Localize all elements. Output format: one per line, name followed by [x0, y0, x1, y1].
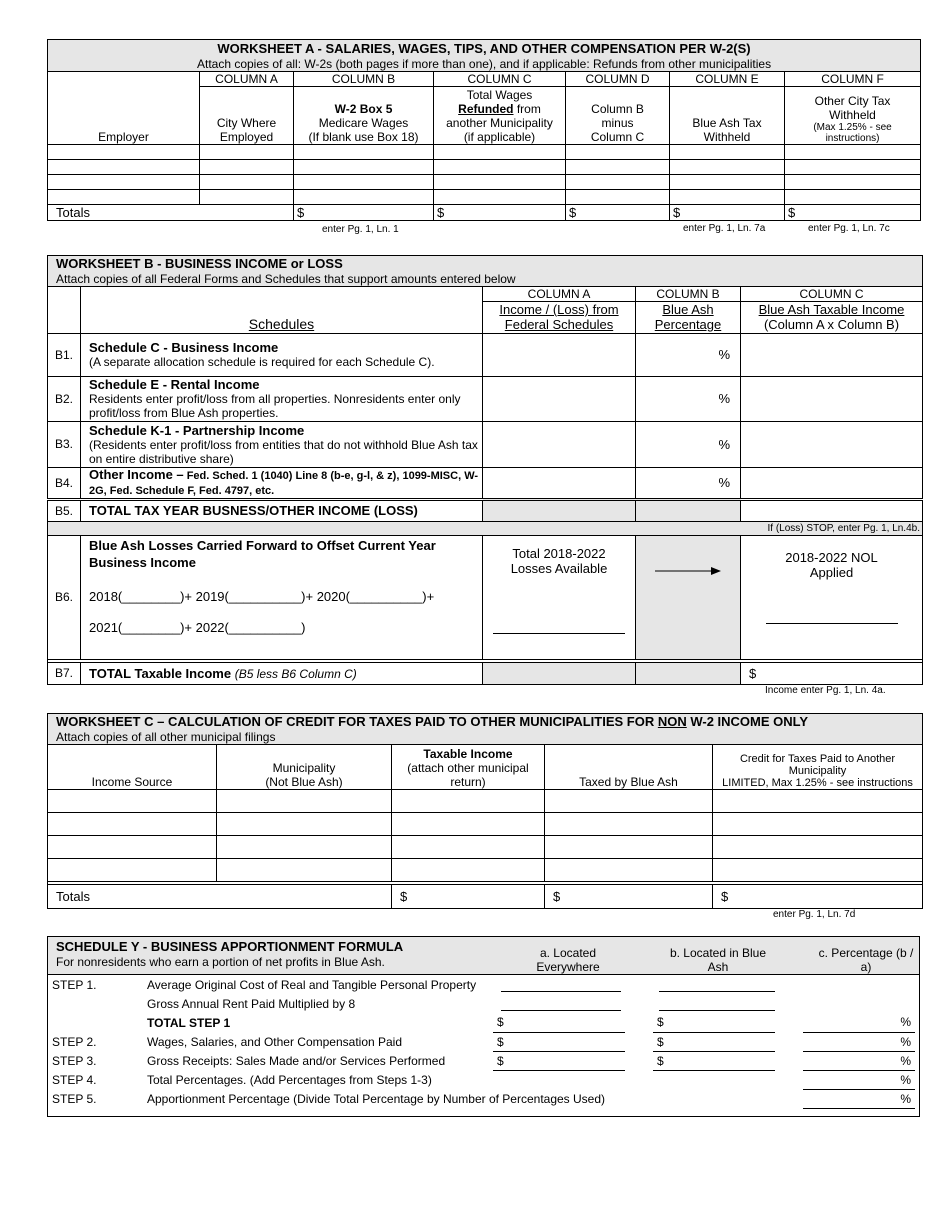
- step-3-text: Gross Receipts: Sales Made and/or Services Performed: [147, 1053, 446, 1068]
- step-5-pct-field[interactable]: %: [803, 1089, 915, 1108]
- column-b-letter: COLUMN B: [636, 286, 741, 301]
- taxable-field[interactable]: [741, 333, 923, 376]
- b5-row: [48, 499, 923, 521]
- note-enter-ln4a: Income enter Pg. 1, Ln. 4a.: [765, 685, 886, 696]
- step-3-label: STEP 3.: [52, 1053, 97, 1068]
- table-row[interactable]: [48, 189, 921, 204]
- table-row: [48, 467, 923, 499]
- table-row: [48, 333, 923, 376]
- income-loss-header: [483, 301, 636, 333]
- b7-grey-b: [636, 662, 741, 684]
- taxable-field[interactable]: [741, 376, 923, 421]
- taxable-income-label: Blue Ash Taxable Income: [758, 302, 905, 317]
- row-title: Schedule C - Business Income: [89, 340, 279, 355]
- percentage-field[interactable]: %: [636, 333, 741, 376]
- step-2-pct-field[interactable]: %: [803, 1032, 915, 1051]
- row-number: B1.: [48, 333, 81, 376]
- income-source-header: Income Source: [48, 744, 217, 789]
- total-step-1-a-field[interactable]: $: [493, 1013, 625, 1032]
- percentage-label: Percentage: [654, 317, 722, 332]
- row-number: B7.: [48, 662, 81, 684]
- income-field[interactable]: [483, 421, 636, 467]
- not-blue-ash-label: (Not Blue Ash): [265, 774, 343, 789]
- blue-ash-label: Blue Ash: [662, 302, 714, 317]
- b7-italic: (B5 less B6 Column C): [234, 666, 357, 681]
- blue-ash-withheld-label: Blue Ash Tax Withheld: [692, 115, 762, 144]
- step-3-b-field[interactable]: $: [653, 1051, 775, 1070]
- income-field[interactable]: [483, 467, 636, 499]
- b7-label: TOTAL Taxable Income: [89, 665, 232, 681]
- schedules-header: [81, 286, 483, 333]
- column-c-letter: COLUMN C: [434, 71, 566, 86]
- box18-label: (If blank use Box 18): [308, 129, 419, 144]
- schedules-label: Schedules: [248, 315, 315, 332]
- step-4-text: Total Percentages. (Add Percentages from Steps 1-3): [147, 1072, 432, 1087]
- worksheet-c-title: [48, 714, 923, 730]
- table-row: [48, 376, 923, 421]
- row-title: Schedule E - Rental Income: [89, 377, 260, 392]
- row-description: (A separate allocation schedule is required for each Schedule C).: [89, 355, 435, 369]
- title-post: W-2 INCOME ONLY: [686, 714, 809, 730]
- totals-row: [48, 204, 921, 220]
- worksheet-b-table: [47, 255, 923, 685]
- row-description: (Residents enter profit/loss from entities that do not withhold Blue Ash tax on entire distributive share): [89, 437, 478, 466]
- b7-grey-a: [483, 662, 636, 684]
- row-number: B6.: [48, 535, 81, 659]
- located-blue-ash-header: b. Located in Blue Ash: [669, 946, 767, 974]
- step-2-label: STEP 2.: [52, 1034, 97, 1049]
- total-taxable-field[interactable]: $: [392, 884, 545, 908]
- table-row[interactable]: [48, 144, 921, 159]
- step-4-label: STEP 4.: [52, 1072, 97, 1087]
- column-a-letter: COLUMN A: [200, 71, 294, 86]
- b-minus-c-label: Column B minus Column C: [590, 101, 645, 144]
- note-enter-ln7c: enter Pg. 1, Ln. 7c: [808, 223, 890, 234]
- step-1-line-2: Gross Annual Rent Paid Multiplied by 8: [147, 996, 356, 1011]
- step-5-label: STEP 5.: [52, 1091, 97, 1106]
- schedule-e-cell: [81, 376, 483, 421]
- note-enter-ln1: enter Pg. 1, Ln. 1: [322, 224, 399, 235]
- w2-box5-label: W-2 Box 5: [334, 101, 393, 116]
- arrow-right-icon: [653, 565, 723, 577]
- step-1-a-field[interactable]: [493, 975, 625, 994]
- total-wages-label: Total Wages: [466, 87, 533, 102]
- other-city-max-label: (Max 1.25% - see instructions): [813, 121, 892, 144]
- schedule-y-subtitle: For nonresidents who earn a portion of net profits in Blue Ash.: [56, 955, 385, 969]
- row-description: Residents enter profit/loss from all properties. Nonresidents enter only profit/loss from Blue Ash properties.: [89, 392, 461, 420]
- column-e-letter: COLUMN E: [670, 71, 785, 86]
- step-1-line-1: Average Original Cost of Real and Tangible Personal Property: [147, 977, 477, 992]
- step-2-b-field[interactable]: $: [653, 1032, 775, 1051]
- column-c-letter: COLUMN C: [741, 286, 923, 301]
- if-applicable-label: (if applicable): [463, 129, 536, 144]
- located-everywhere-header: a. Located Everywhere: [536, 946, 600, 974]
- table-row: [48, 421, 923, 467]
- a-times-b-label: (Column A x Column B): [763, 317, 900, 332]
- b6-years-line2[interactable]: 2021(________)+ 2022(__________): [89, 619, 306, 635]
- total-d-field[interactable]: $: [566, 204, 670, 220]
- nol-applied-field[interactable]: [766, 622, 898, 624]
- percentage-field[interactable]: %: [636, 467, 741, 499]
- income-field[interactable]: [483, 376, 636, 421]
- total-c-field[interactable]: $: [434, 204, 566, 220]
- b6-arrow-cell: [636, 535, 741, 659]
- other-city-header: [785, 86, 921, 144]
- b6-years-line1[interactable]: 2018(________)+ 2019(__________)+ 2020(__________)+: [89, 588, 435, 604]
- medicare-label: Medicare Wages: [318, 115, 409, 130]
- income-field[interactable]: [483, 333, 636, 376]
- b5-total-field[interactable]: [741, 499, 923, 521]
- table-row[interactable]: [48, 159, 921, 174]
- schedule-y: [47, 936, 920, 1117]
- municipality-header: [217, 744, 392, 789]
- b6-losses-available: [483, 535, 636, 659]
- worksheet-b-subtitle: Attach copies of all Federal Forms and Schedules that support amounts entered below: [48, 272, 923, 287]
- step-3-pct-field[interactable]: %: [803, 1051, 915, 1070]
- worksheet-a-subtitle: Attach copies of all: W-2s (both pages if more than one), and if applicable: Refunds from other municipalities: [48, 57, 921, 72]
- federal-schedules-label: Federal Schedules: [504, 317, 614, 332]
- b7-cell: [81, 662, 483, 684]
- schedule-c-cell: [81, 333, 483, 376]
- table-row[interactable]: [48, 835, 923, 858]
- b5-grey-a: [483, 499, 636, 521]
- note-enter-ln7a: enter Pg. 1, Ln. 7a: [683, 223, 766, 234]
- total-step-1-label: TOTAL STEP 1: [147, 1015, 231, 1030]
- refunded-header: [434, 86, 566, 144]
- total-e-field[interactable]: $: [670, 204, 785, 220]
- totals-row: [48, 884, 923, 908]
- employer-col-letter-blank: [48, 71, 200, 86]
- losses-available-label: Total 2018-2022 Losses Available: [510, 545, 608, 576]
- credit-label: Credit for Taxes Paid to Another Municipality: [739, 752, 896, 777]
- employer-header: Employer: [48, 86, 200, 144]
- column-a-letter: COLUMN A: [483, 286, 636, 301]
- b5-note: If (Loss) STOP, enter Pg. 1, Ln.4b.: [48, 521, 923, 535]
- w2-box5-header: [294, 86, 434, 144]
- b5-grey-b: [636, 499, 741, 521]
- step-2-text: Wages, Salaries, and Other Compensation Paid: [147, 1034, 403, 1049]
- blue-ash-pct-header: [636, 301, 741, 333]
- table-row[interactable]: [48, 812, 923, 835]
- refunded-label: Refunded: [458, 101, 514, 116]
- b-minus-c-header: [566, 86, 670, 144]
- table-row[interactable]: [48, 174, 921, 189]
- percentage-field[interactable]: %: [636, 376, 741, 421]
- step-5-text: Apportionment Percentage (Divide Total Percentage by Number of Percentages Used): [147, 1091, 606, 1106]
- total-step-1-pct-field[interactable]: %: [803, 1013, 915, 1032]
- losses-available-field[interactable]: [493, 632, 625, 634]
- worksheet-c-subtitle: Attach copies of all other municipal filings: [48, 730, 923, 745]
- credit-limit-label: LIMITED, Max 1.25% - see instructions: [722, 776, 913, 789]
- b7-row: [48, 662, 923, 684]
- worksheet-a-table: [47, 39, 921, 221]
- table-row[interactable]: [48, 858, 923, 881]
- schedule-y-title: SCHEDULE Y - BUSINESS APPORTIONMENT FORMULA: [56, 939, 404, 954]
- other-income-cell: [81, 467, 483, 499]
- step-1-rent-a-field[interactable]: [493, 994, 625, 1013]
- refunded-label-line: [437, 102, 562, 130]
- taxed-by-blue-ash-header: Taxed by Blue Ash: [545, 744, 713, 789]
- totals-label: Totals: [48, 204, 294, 220]
- taxable-income-header: [392, 744, 545, 789]
- totals-label: Totals: [48, 884, 392, 908]
- other-muni-label: from another Municipality: [446, 101, 553, 130]
- b7-total-field[interactable]: $: [741, 662, 923, 684]
- income-loss-label: Income / (Loss) from: [499, 302, 619, 317]
- worksheet-b-title: WORKSHEET B - BUSINESS INCOME or LOSS: [48, 256, 923, 272]
- row-number: B5.: [48, 499, 81, 521]
- worksheet-b: [47, 255, 922, 686]
- total-f-field[interactable]: $: [785, 204, 921, 220]
- column-f-letter: COLUMN F: [785, 71, 921, 86]
- other-city-label: Other City Tax Withheld: [814, 93, 891, 122]
- total-credit-field[interactable]: $: [713, 884, 923, 908]
- b5-label: TOTAL TAX YEAR BUSNESS/OTHER INCOME (LOSS): [81, 499, 483, 521]
- row-number: B2.: [48, 376, 81, 421]
- step-3-a-field[interactable]: $: [493, 1051, 625, 1070]
- percentage-field[interactable]: %: [636, 421, 741, 467]
- worksheet-c-table: [47, 713, 923, 909]
- column-b-letter: COLUMN B: [294, 71, 434, 86]
- b6-row: [48, 535, 923, 659]
- row-number: B4.: [48, 467, 81, 499]
- worksheet-a: [47, 39, 920, 223]
- b6-nol-applied: [741, 535, 923, 659]
- municipality-label: Municipality: [272, 760, 336, 775]
- percentage-header: c. Percentage (b / a): [818, 946, 914, 974]
- attach-return-label: (attach other municipal return): [407, 760, 529, 789]
- row-title: Other Income –: [89, 466, 184, 482]
- blue-ash-withheld-header: [670, 86, 785, 144]
- taxable-income-label: Taxable Income: [423, 746, 513, 761]
- worksheet-a-title: WORKSHEET A - SALARIES, WAGES, TIPS, AND OTHER COMPENSATION PER W-2(S): [48, 40, 921, 57]
- b6-title: Blue Ash Losses Carried Forward to Offset Current Year Business Income: [89, 537, 436, 570]
- row-title: Schedule K-1 - Partnership Income: [89, 422, 305, 438]
- worksheet-c: [47, 713, 922, 909]
- note-enter-ln7d: enter Pg. 1, Ln. 7d: [773, 909, 856, 920]
- title-pre: WORKSHEET C – CALCULATION OF CREDIT FOR TAXES PAID TO OTHER MUNICIPALITIES FOR: [56, 714, 658, 730]
- total-taxed-field[interactable]: $: [545, 884, 713, 908]
- credit-header: [713, 744, 923, 789]
- step-1-label: STEP 1.: [52, 977, 97, 992]
- column-d-letter: COLUMN D: [566, 71, 670, 86]
- table-row[interactable]: [48, 789, 923, 812]
- total-step-1-b-field[interactable]: $: [653, 1013, 775, 1032]
- step-2-a-field[interactable]: $: [493, 1032, 625, 1051]
- step-1-b-field[interactable]: [653, 975, 775, 994]
- total-b-field[interactable]: $: [294, 204, 434, 220]
- b6-cell: [81, 535, 483, 659]
- schedule-y-steps: [48, 975, 921, 1109]
- row-description: Fed. Sched. 1 (1040) Line 8 (b-e, g-l, & z), 1099-MISC, W-2G, Fed. Schedule F, Fed. 4797, etc.: [89, 469, 479, 497]
- step-1-rent-b-field[interactable]: [653, 994, 775, 1013]
- taxable-field[interactable]: [741, 467, 923, 499]
- taxable-income-header: [741, 301, 923, 333]
- city-header: City Where Employed: [200, 86, 294, 144]
- nol-applied-label: 2018-2022 NOL Applied: [785, 549, 878, 580]
- schedule-k1-cell: [81, 421, 483, 467]
- row-number: B3.: [48, 421, 81, 467]
- title-non: NON: [657, 714, 687, 730]
- step-4-pct-field[interactable]: %: [803, 1070, 915, 1089]
- taxable-field[interactable]: [741, 421, 923, 467]
